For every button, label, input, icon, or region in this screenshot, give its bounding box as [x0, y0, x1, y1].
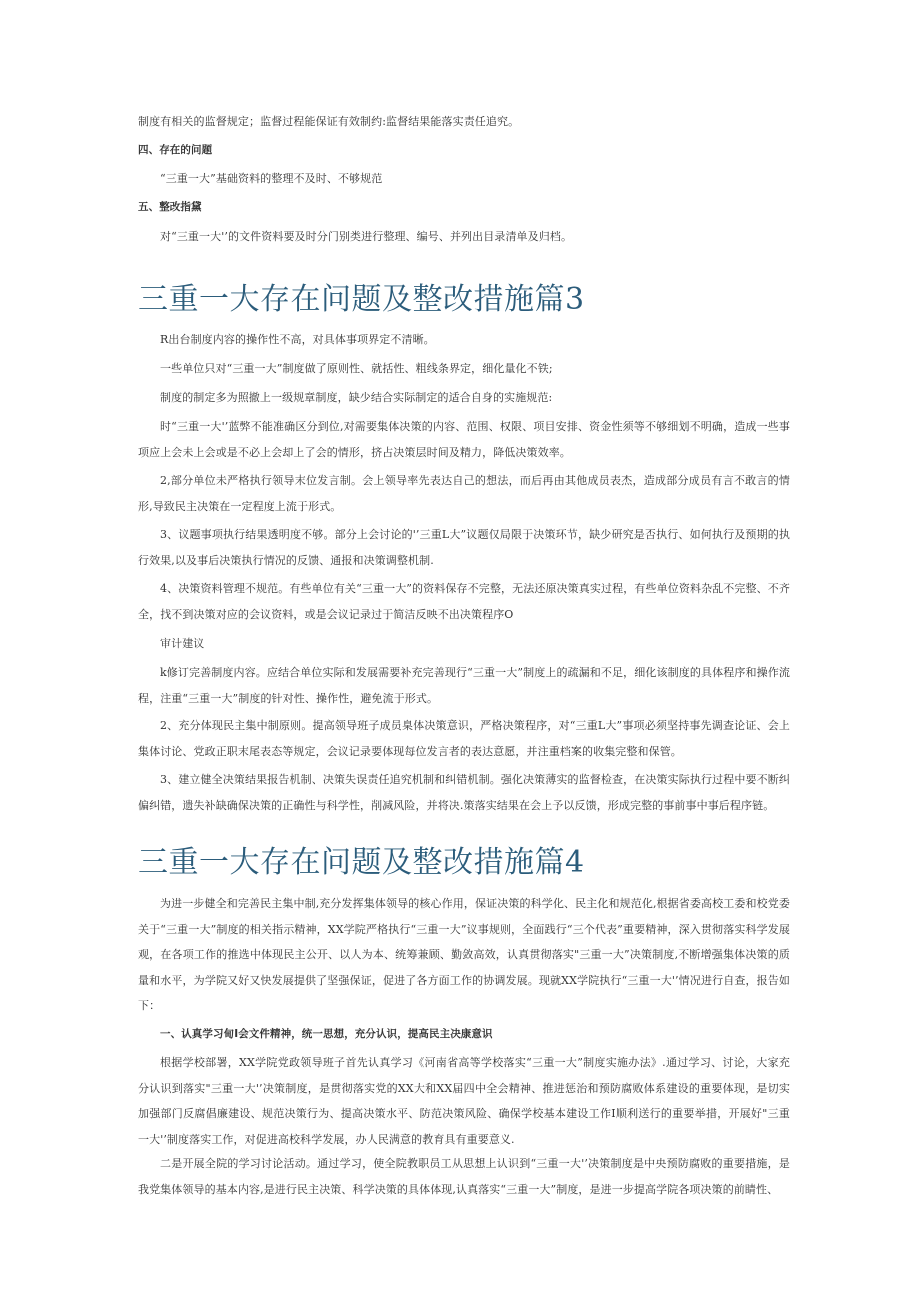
paragraph: “三重一大”基础资料的整理不及时、不够规范 — [160, 172, 383, 185]
paragraph: 3、议题事项执行结果透明度不够。部分上会讨论的'’三重L大”议题仅局限于决策环节，缺少研究是否执行、如何执行及预期的执行效果,以及事后决策执行情况的反馈、通报和决策调整机制. — [138, 528, 790, 567]
paragraph: R出台制度内容的操作性不高，对具体事项界定不清晰。 — [160, 333, 435, 346]
paragraph: k修订完善制度内容。应结合单位实际和发展需要补充完善现行“三重一大”制度上的疏漏和不足，细化该制度的具体程序和操作流程，注重“三重一大”制度的针对性、操作性，避免流于形式。 — [138, 666, 790, 705]
paragraph: 二是开展全院的学习讨论活动。通过学习，使全院教职员工从思想上认识到“三重一大'’决策制度是中央预防腐败的重要措施，是我党集体领导的基本内容,是进行民主决策、科学决策的具体体现,认真落实“三重一大”制度，是进一步提高学院各项决策的前睛性、 — [138, 1157, 790, 1196]
paragraph: 对“三重一大'’的文件资料要及时分门别类进行整理、编号、并列出目录清单及归档。 — [160, 230, 573, 243]
paragraph: 时“三重一大'’蓝弊不能准确区分到位,对需要集体决策的内容、范围、权限、项目安排、资金性须等不够细划不明确，造成一些事项应上会未上会或是不必上会却上了会的情形，挤占决策层时间及精力，降低决策效率。 — [138, 420, 790, 459]
section-heading: 五、整改指黛 — [138, 201, 202, 213]
paragraph: 4、决策资料管理不规范。有些单位有关“三重一大”的资料保存不完整，无法还原决策真实过程，有些单位资料杂乱不完整、不齐全，找不到决策对应的会议资料，或是会议记录过于简洁反映不出决策程序O — [138, 582, 790, 621]
paragraph: 制度的制定多为照撤上一级规章制度，缺少结合实际制定的适合自身的实施规范: — [160, 391, 553, 404]
paragraph: 2、充分体现民主集中制原则。提高领导班子成员臬体决策意识，严格决策程序，对“三重L大”事项必须坚持事先调查论证、会上集体讨论、党政正职末尾表态等规定，会议记录要体现每位发言者的表达意愿，并注重档案的收集完整和保管。 — [138, 719, 790, 758]
section-heading: 四、存在的问题 — [138, 144, 213, 156]
paragraph: 为进一步健全和完善民主集中制,充分发挥集体领导的核心作用，保证决策的科学化、民主化和规范化,根据省委高校工委和校党委关于“三重一大”制度的相关指示精神，XX学院严格执行“三重一大”议事规则，全面践行“三个代表”重要精神，深入贯彻落实科学发展观，在各项工作的推选中体现民主公开、以人为本、统筹兼顾、勤敛高效，认真贯彻落实"三重一大”决策制度,不断增强集体决策的质量和水平，为学院又好又快发展提供了坚强保证，促进了各方面工作的协调发展。现就XX学院执行“三重一大'’情况进行自查，报告如下： — [138, 897, 790, 1012]
paragraph: 2,部分单位未严格执行领导末位发言制。会上领导率先表达自己的想法，而后再由其他成员表杰，造成部分成员有言不敢言的情形,导致民主决策在一定程度上流于形式。 — [138, 474, 790, 513]
article-title: 三重一大存在问题及整改措施篇4 — [138, 845, 585, 880]
paragraph: 审计建议 — [160, 637, 205, 650]
paragraph: 3、建立健全决策结果报告机制、决策失误责任追究机制和纠错机制。强化决策薄实的监督检查，在决策实际执行过程中要不断纠偏纠错，遗失补缺确保决策的正确性与科学性，削减风险，并将决.策落实结果在会上予以反馈，形成完整的事前事中事后程序链。 — [138, 773, 790, 812]
paragraph: 制度有相关的监督规定；监督过程能保证有效制约:监督结果能落实责任追究。 — [138, 115, 520, 128]
article-title: 三重一大存在问题及整改措施篇3 — [138, 282, 585, 317]
section-heading: 一、认真学习甸I会文件精神，统一思想，充分认识，提高民主决康意识 — [160, 1028, 493, 1040]
paragraph: 根据学校部署，XX学院党政领导班子首先认真学习《河南省高等学校落实“三重一大”制度实施办法》.通过学习、讨论，大家充分认识到落实"三重一大'’决策制度，是贯彻落实党的XX大和XX届四中全会精神、推进惩治和预防腐败体系建设的重要体现，是切实加强部门反腐倡廉建设、规范决策行为、提高决策水平、防范决策风险、确保学校基本建设工作I顺利送行的重要举措，开展好"三重一大'’制度落实工作，对促进高校科学发展，办人民满意的教育具有重要意义. — [138, 1056, 790, 1146]
paragraph: 一些单位只对“三重一大”制度做了原则性、就括性、粗线条界定，细化量化不铁; — [160, 362, 553, 375]
